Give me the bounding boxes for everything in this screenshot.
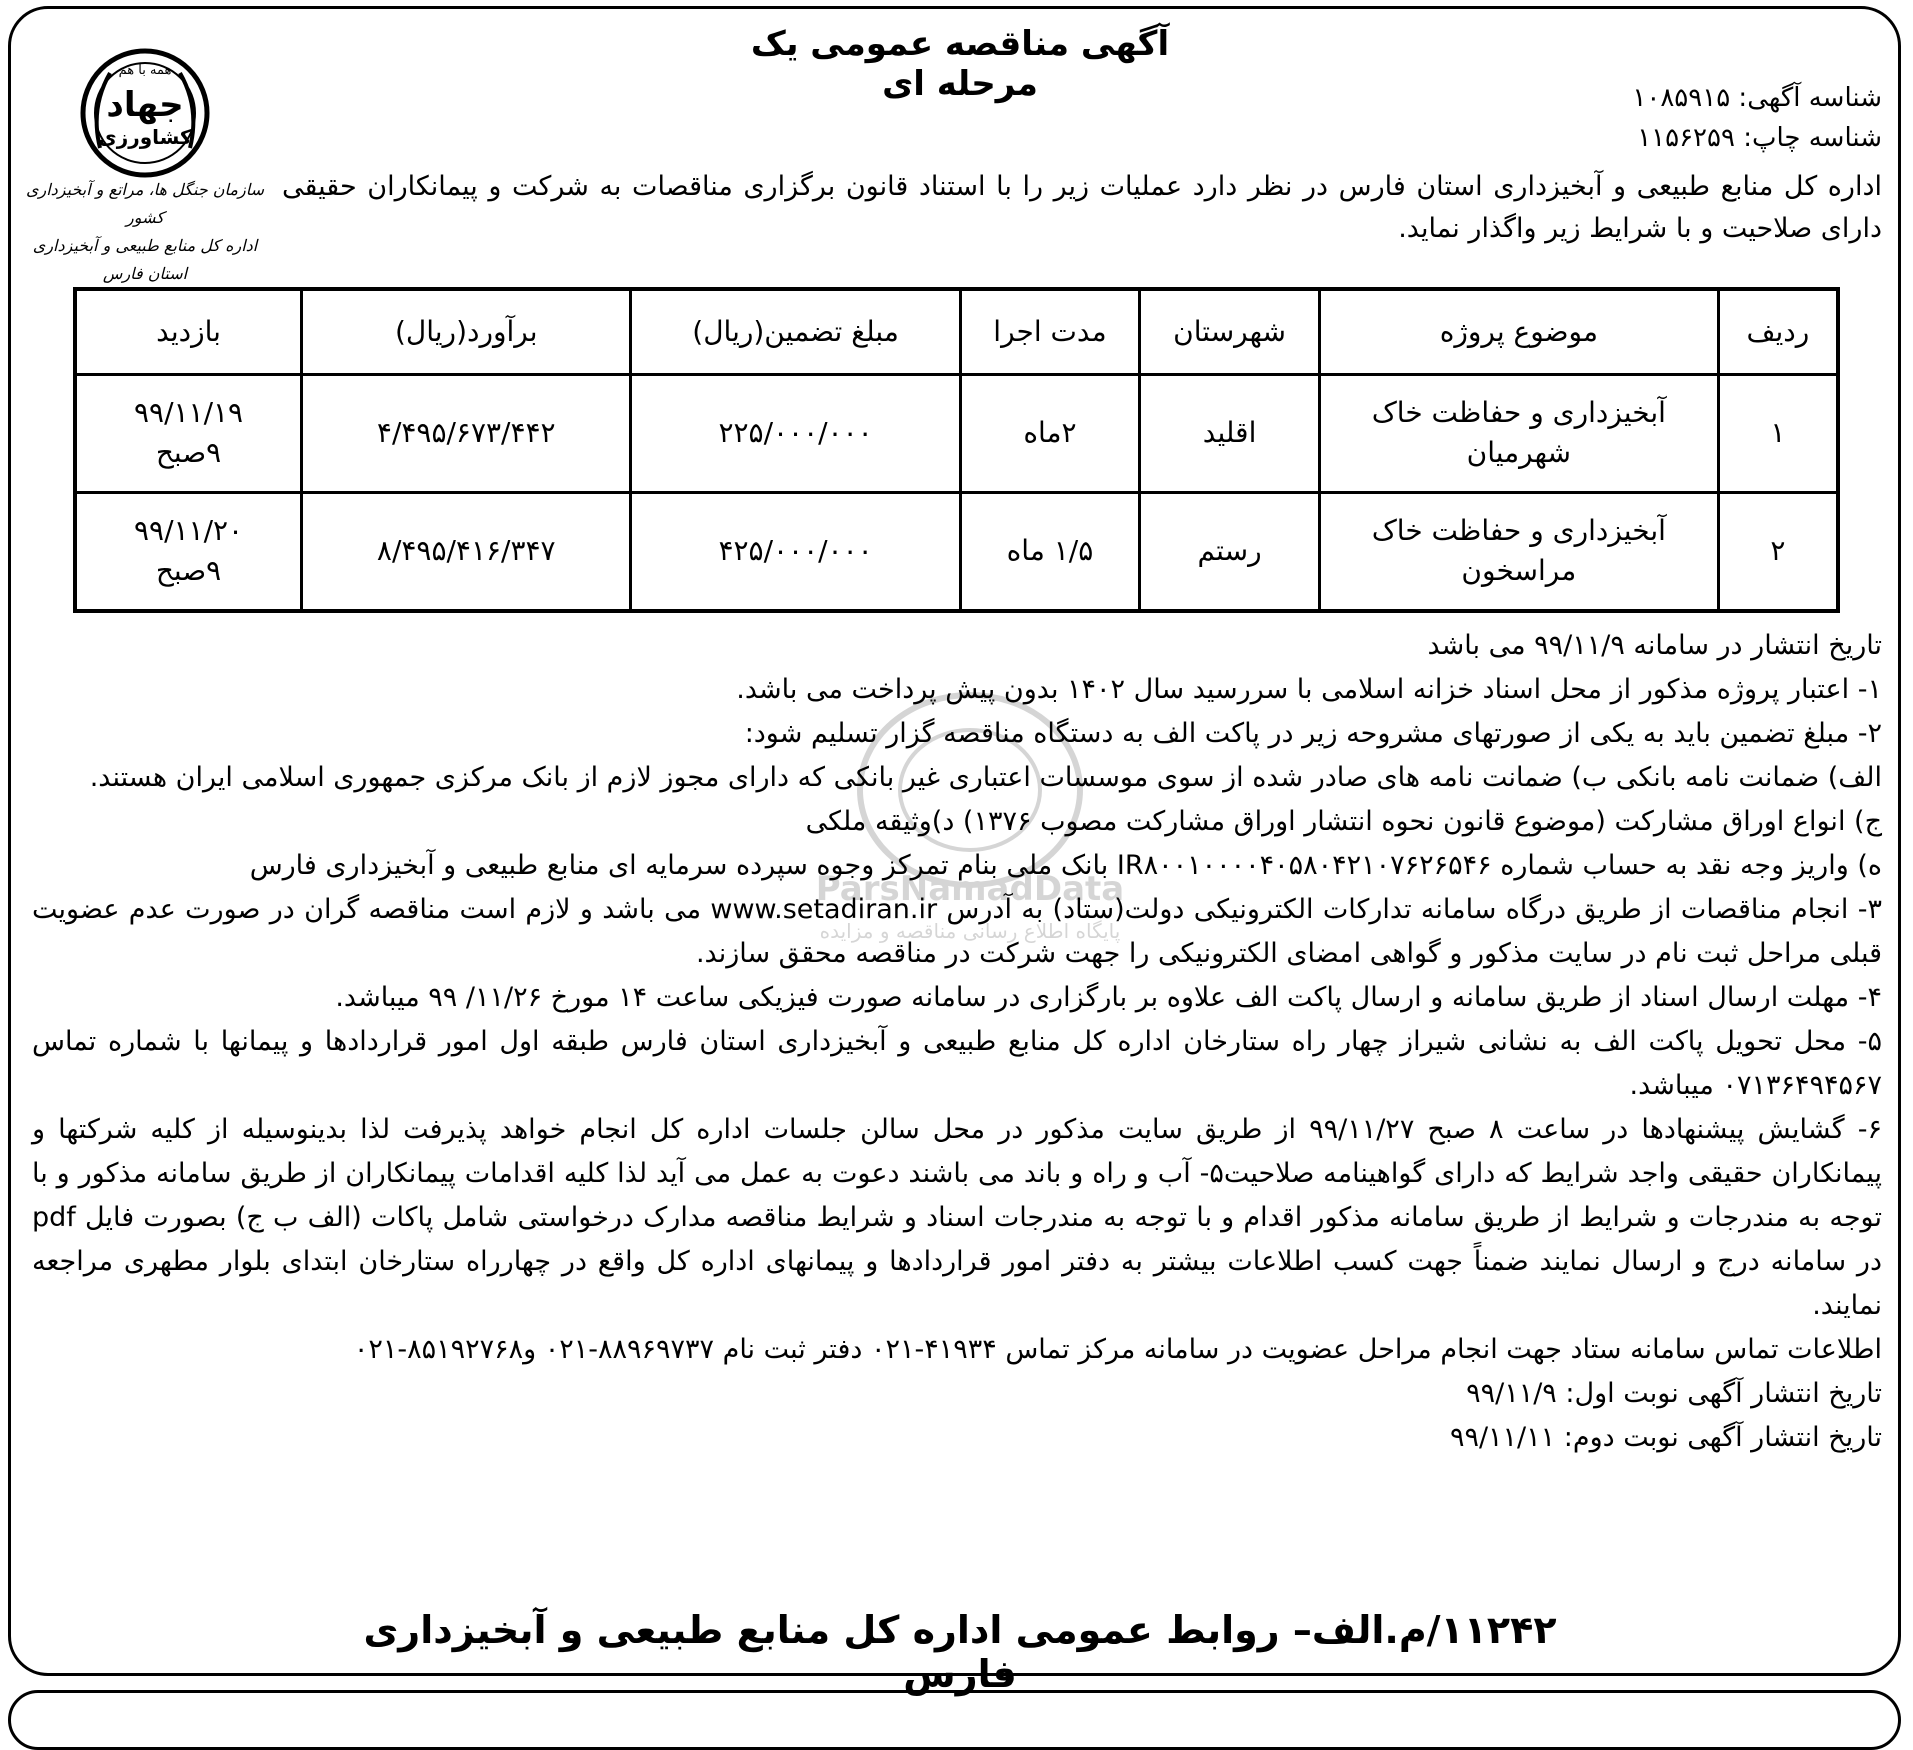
cell-visit: [75, 375, 302, 493]
table-header-row: [75, 289, 1838, 375]
col-header-duration: مدت اجرا: [960, 289, 1140, 375]
clause-4: ۴- مهلت ارسال اسناد از طریق سامانه و ارسال پاکت الف علاوه بر بارگزاری در سامانه صورت فیزیکی ساعت ۱۴ مورخ ۱۱/۲۶/ ۹۹ میباشد.: [335, 982, 1882, 1013]
col-header-guarantee: مبلغ تضمین(ریال): [631, 289, 960, 375]
visit-time: ۹صبح: [155, 554, 222, 588]
logo-org-line1: سازمان جنگل ها، مراتع و آبخیزداری کشور: [25, 180, 265, 227]
print-id: شناسه چاپ: ۱۱۵۶۲۵۹: [1637, 123, 1882, 153]
cell-row-number: ۲: [1718, 492, 1838, 611]
second-publish-date: تاریخ انتشار آگهی نوبت دوم: ۹۹/۱۱/۱۱: [1449, 1422, 1882, 1453]
intro-paragraph: اداره کل منابع طبیعی و آبخیزداری استان فارس در نظر دارد عملیات زیر را با استناد قانون برگزاری مناقصات به شرکت و پیمانکاران حقیقی دارای صلاحیت و با شرایط زیر واگذار نماید.: [282, 171, 1882, 244]
col-header-estimate: برآورد(ریال): [302, 289, 631, 375]
cell-guarantee: ۴۲۵/۰۰۰/۰۰۰: [631, 492, 960, 611]
subject-line2: مراسخون: [1461, 554, 1577, 588]
clause-6: ۶- گشایش پیشنهادها در ساعت ۸ صبح ۹۹/۱۱/۲۷ از طریق سایت مذکور در محل سالن جلسات اداره کل انجام خواهد پذیرفت لذا بدینوسیله از کلیه شرکتها و پیمانکاران حقیقی واجد شرایط که دارای گواهینامه صلاحیت۵- آب و راه و باند می باشند دعوت به عمل می آید لذا کلیه اقدامات پیمانکاران از طریق سامانه مذکور و با توجه به مندرجات و شرایط از طریق سامانه مذکور اقدام و با توجه به مندرجات اسناد و شرایط مناقصه مدارک درخواستی شامل پاکات (الف ب ج) بصورت فایل pdf در سامانه درج و ارسال نمایند ضمناً جهت کسب اطلاعات بیشتر به دفتر امور قراردادها و پیمانهای اداره کل واقع در چهارراه ستارخان ابتدای بلوار مطهری مراجعه نمایند.: [32, 1114, 1882, 1321]
cell-row-number: ۱: [1718, 375, 1838, 493]
cell-subject: [1319, 375, 1718, 493]
col-header-subject: موضوع پروژه: [1319, 289, 1718, 375]
notice-ids: [1632, 78, 1882, 158]
col-header-city: شهرستان: [1140, 289, 1320, 375]
visit-time: ۹صبح: [155, 436, 222, 470]
tender-table: [73, 287, 1840, 613]
cell-city: رستم: [1140, 492, 1320, 611]
notice-title: آگهی مناقصه عمومی یک مرحله ای: [750, 24, 1170, 104]
clause-3: ۳- انجام مناقصات از طریق درگاه سامانه تدارکات الکترونیکی دولت(ستاد) به آدرس www.setadiran.ir می باشد و لازم است مناقصه گران در صورت عدم عضویت قبلی مراحل ثبت نام در سایت مذکور و گواهی امضای الکترونیکی را جهت شرکت در مناقصه محقق سازند.: [32, 894, 1882, 969]
cell-estimate: ۸/۴۹۵/۴۱۶/۳۴۷: [302, 492, 631, 611]
cell-duration: ۱/۵ ماه: [960, 492, 1140, 611]
cell-visit: [75, 492, 302, 611]
clause-2-c: ه) واریز وجه نقد به حساب شماره IR۸۰۰۱۰۰۰۰۴۰۵۸۰۴۲۱۰۷۶۲۶۵۴۶ بانک ملی بنام تمرکز وجوه سپرده سرمایه ای منابع طبیعی و آبخیزداری فارس: [249, 850, 1882, 881]
logo-top-text: همه با هم: [118, 63, 172, 78]
clause-2-a: الف) ضمانت نامه بانکی ب) ضمانت نامه های صادر شده از سوی موسسات اعتباری غیر بانکی که دارای مجوز لازم از بانک مرکزی جمهوری اسلامی ایران هستند.: [89, 762, 1882, 793]
cell-subject: [1319, 492, 1718, 611]
conditions-body: [32, 624, 1882, 1460]
cell-guarantee: ۲۲۵/۰۰۰/۰۰۰: [631, 375, 960, 493]
clause-2-b: ج) انواع اوراق مشارکت (موضوع قانون نحوه انتشار اوراق مشارکت مصوب ۱۳۷۶) د)وثیقه ملکی: [805, 806, 1882, 837]
watermark-subtext: پایگاه اطلاع رسانی مناقصه و مزایده: [819, 919, 1121, 943]
contact-info: اطلاعات تماس سامانه ستاد جهت انجام مراحل عضویت در سامانه مرکز تماس ۴۱۹۳۴-۰۲۱ دفتر ثبت نام ۸۸۹۶۹۷۳۷-۰۲۱ و۸۵۱۹۲۷۶۸-۰۲۱: [353, 1334, 1882, 1365]
cell-duration: ۲ماه: [960, 375, 1140, 493]
clause-2: ۲- مبلغ تضمین باید به یکی از صورتهای مشروحه زیر در پاکت الف به دستگاه مناقصه گزار تسلیم شود:: [744, 718, 1882, 749]
subject-line1: آبخیزداری و حفاظت خاک: [1371, 514, 1666, 548]
publish-date-line: تاریخ انتشار در سامانه ۹۹/۱۱/۹ می باشد: [1427, 630, 1882, 661]
watermark-text: ParsNamadData: [815, 869, 1125, 909]
subject-line2: شهرمیان: [1466, 436, 1571, 470]
logo-name2: کشاورزی: [98, 125, 192, 149]
logo-name: جهاد: [106, 85, 184, 125]
col-header-visit: بازدید: [75, 289, 302, 375]
cell-estimate: ۴/۴۹۵/۶۷۳/۴۴۲: [302, 375, 631, 493]
logo-org-line2: اداره کل منابع طبیعی و آبخیزداری استان فارس: [32, 236, 258, 283]
table-row: [75, 492, 1838, 611]
col-header-row-number: ردیف: [1718, 289, 1838, 375]
clause-1: ۱- اعتبار پروژه مذکور از محل اسناد خزانه اسلامی با سررسید سال ۱۴۰۲ بدون پیش پرداخت می باشد.: [736, 674, 1882, 705]
table-row: [75, 375, 1838, 493]
clause-5: ۵- محل تحویل پاکت الف به نشانی شیراز چهار راه ستارخان اداره کل منابع طبیعی و آبخیزداری استان فارس طبقه اول امور قراردادها و پیمانها با شماره تماس ۰۷۱۳۶۴۹۴۵۶۷ میباشد.: [32, 1026, 1882, 1101]
cell-city: اقلید: [1140, 375, 1320, 493]
signature: ۱۱۲۴۲/م.الف– روابط عمومی اداره کل منابع طبیعی و آبخیزداری فارس: [363, 1608, 1557, 1696]
ad-id: شناسه آگهی: ۱۰۸۵۹۱۵: [1632, 83, 1882, 113]
first-publish-date: تاریخ انتشار آگهی نوبت اول: ۹۹/۱۱/۹: [1466, 1378, 1882, 1409]
subject-line1: آبخیزداری و حفاظت خاک: [1371, 396, 1666, 430]
visit-date: ۹۹/۱۱/۱۹: [133, 396, 244, 430]
jahad-logo-icon: [30, 38, 260, 188]
visit-date: ۹۹/۱۱/۲۰: [133, 514, 244, 548]
logo-org-caption: [24, 176, 266, 288]
next-notice-frame: [8, 1690, 1901, 1750]
